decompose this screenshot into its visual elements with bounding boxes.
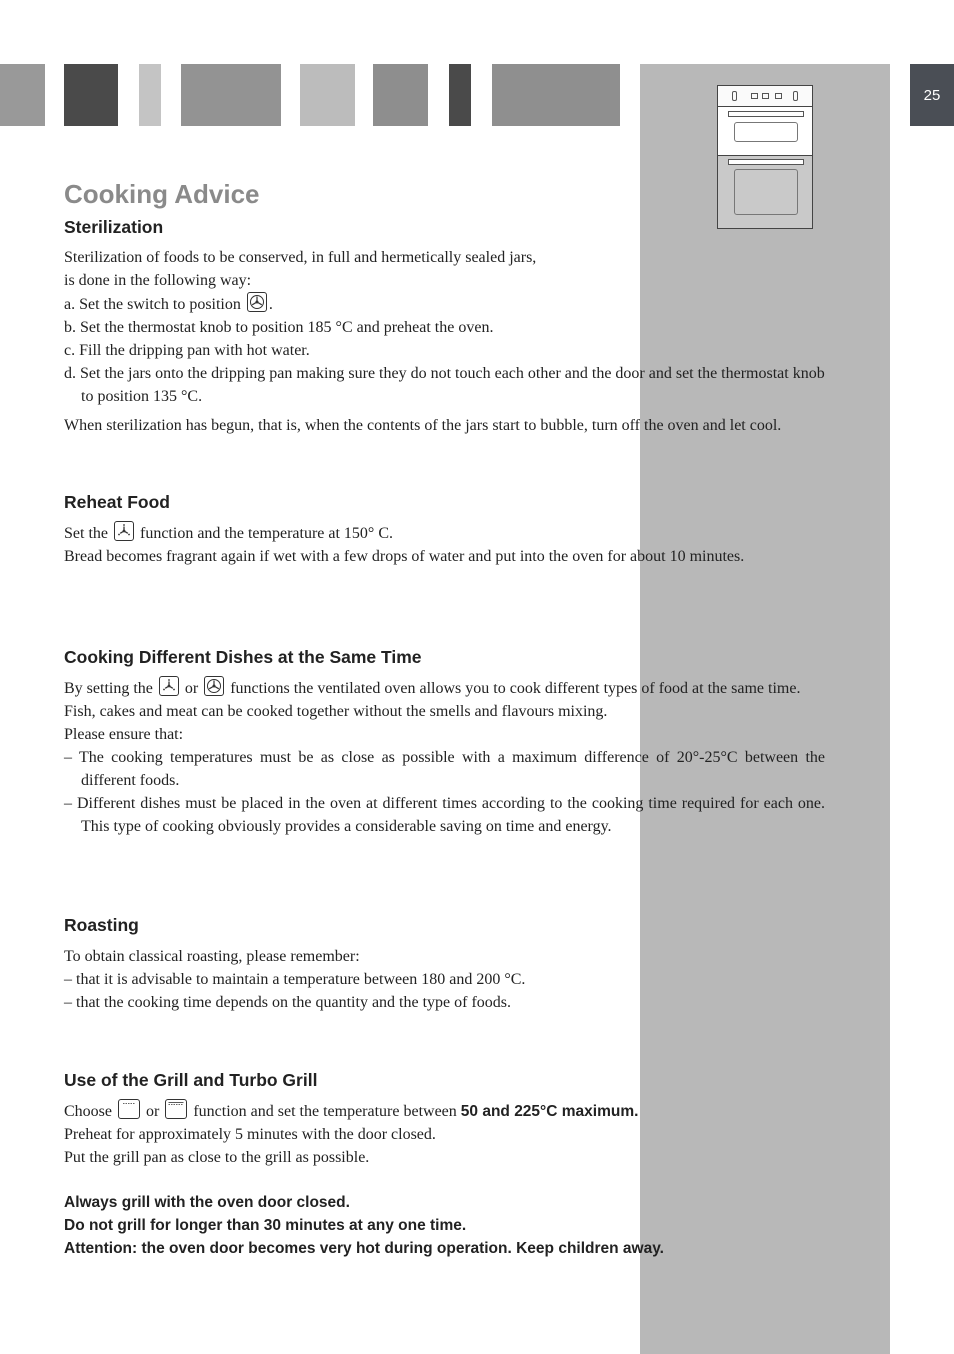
fan-heating-icon: [204, 676, 224, 696]
text: or: [146, 1103, 160, 1120]
step-d: d. Set the jars onto the dripping pan making sure they do not touch each other and the door and set the thermostat knob to position 135 °C.: [64, 365, 825, 405]
dishes-line-1: [64, 676, 825, 700]
step-a-end: .: [268, 296, 273, 313]
list-item: – that it is advisable to maintain a temperature between 180 and 200 °C.: [64, 971, 526, 988]
grill-icon: [118, 1099, 140, 1119]
grill-text: [64, 1099, 825, 1260]
text: function and the temperature at 150° C.: [140, 525, 393, 542]
list-item: – Different dishes must be placed in the oven at different times according to the cooking time required for each one. This type of cooking obviously provides a considerable saving on time and energy.: [64, 795, 825, 835]
turbo-grill-icon: [165, 1099, 187, 1119]
page-number: 25: [910, 64, 954, 126]
paragraph: Fish, cakes and meat can be cooked together without the smells and flavours mixing.: [64, 703, 608, 720]
roasting-text: [64, 945, 825, 1014]
grill-heading: Use of the Grill and Turbo Grill: [64, 1070, 318, 1090]
header-bar: [0, 64, 45, 126]
text: or: [184, 680, 199, 697]
paragraph: Preheat for approximately 5 minutes with the door closed.: [64, 1126, 436, 1143]
text: By setting the: [64, 680, 153, 697]
different-dishes-text: [64, 676, 825, 838]
list-item: – that the cooking time depends on the quantity and the type of foods.: [64, 994, 512, 1011]
paragraph: Sterilization of foods to be conserved, in full and hermetically sealed jars,: [64, 249, 537, 266]
header-bar: [300, 64, 355, 126]
header-bar: [449, 64, 471, 126]
reheat-line-1: [64, 521, 825, 545]
page-title: Cooking Advice: [64, 179, 260, 209]
step-b: b. Set the thermostat knob to position 185 °C and preheat the oven.: [64, 319, 494, 336]
step-c: c. Fill the dripping pan with hot water.: [64, 342, 310, 359]
step-a: [64, 292, 825, 316]
text: functions the ventilated oven allows you to cook different types of food at the same time.: [230, 680, 801, 697]
warning: Always grill with the oven door closed.: [64, 1194, 350, 1211]
paragraph: Bread becomes fragrant again if wet with a few drops of water and put into the oven for about 10 minutes.: [64, 548, 745, 565]
grill-temperature-range: 50 and 225°C maximum.: [460, 1103, 639, 1120]
reheat-text: [64, 521, 825, 568]
grill-line-1: [64, 1099, 825, 1123]
text: Choose: [64, 1103, 112, 1120]
reheat-heading: Reheat Food: [64, 492, 170, 512]
sterilization-note: When sterilization has begun, that is, when the contents of the jars start to bubble, turn off the oven and let cool.: [64, 417, 782, 434]
header-bar: [181, 64, 281, 126]
header-bar: [373, 64, 428, 126]
text: function and set the temperature between: [193, 1103, 457, 1120]
warning: Attention: the oven door becomes very hot during operation. Keep children away.: [64, 1240, 664, 1257]
sterilization-text: [64, 246, 825, 437]
paragraph: is done in the following way:: [64, 272, 252, 289]
double-oven-icon: [717, 85, 813, 229]
paragraph: Please ensure that:: [64, 726, 184, 743]
different-dishes-heading: Cooking Different Dishes at the Same Time: [64, 647, 422, 667]
sterilization-heading: Sterilization: [64, 217, 164, 237]
fan-icon: [114, 521, 134, 541]
step-a-text: a. Set the switch to position: [64, 296, 241, 313]
fan-heating-icon: [247, 292, 267, 312]
header-bar: [64, 64, 118, 126]
paragraph: To obtain classical roasting, please remember:: [64, 948, 360, 965]
fan-icon: [159, 676, 179, 696]
list-item: – The cooking temperatures must be as close as possible with a maximum difference of 20°-25°C between the different foods.: [64, 749, 825, 789]
text: Set the: [64, 525, 108, 542]
paragraph: Put the grill pan as close to the grill as possible.: [64, 1149, 370, 1166]
header-bar: [139, 64, 161, 126]
warning: Do not grill for longer than 30 minutes at any one time.: [64, 1217, 467, 1234]
roasting-heading: Roasting: [64, 915, 139, 935]
header-bar: [492, 64, 620, 126]
